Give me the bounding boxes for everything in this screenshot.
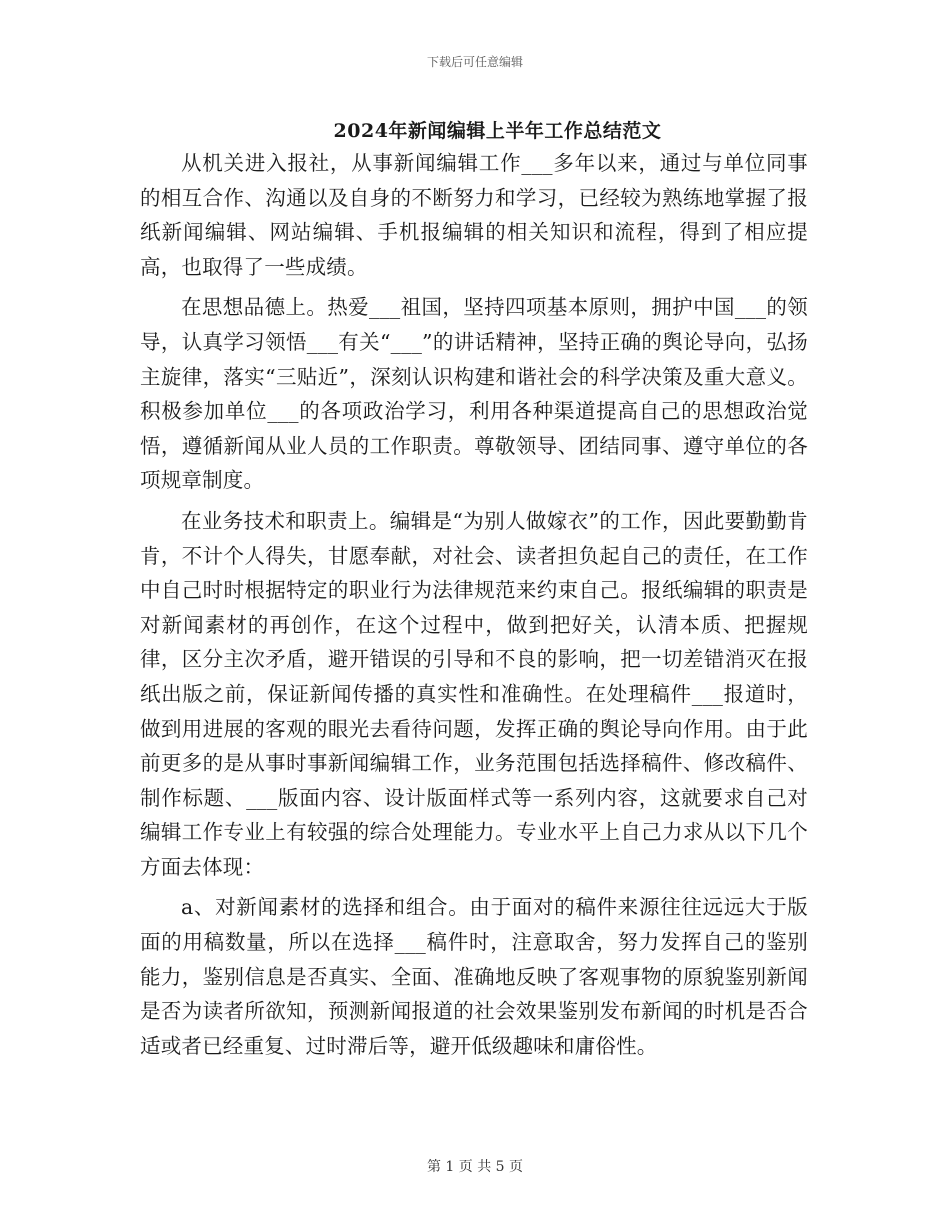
document-body: [140, 146, 808, 1069]
paragraph-news-selection: a、对新闻素材的选择和组合。由于面对的稿件来源往往远远大于版面的用稿数量，所以在选择___稿件时，注意取舍，努力发挥自己的鉴别能力，鉴别信息是否真实、全面、准确地反映了客观事物的原貌鉴别新闻是否为读者所欲知，预测新闻报道的社会效果鉴别发布新闻的时机是否合适或者已经重复、过时滞后等，避开低级趣味和庸俗性。: [140, 895, 808, 1058]
paragraph-ideology: 在思想品德上。热爱___祖国，坚持四项基本原则，拥护中国___的领导，认真学习领悟___有关“___”的讲话精神，坚持正确的舆论导向，弘扬主旋律，落实“三贴近”，深刻认识构建和谐社会的科学决策及重大意义。积极参加单位___的各项政治学习，利用各种渠道提高自己的思想政治觉悟，遵循新闻从业人员的工作职责。尊敬领导、团结同事、遵守单位的各项规章制度。: [140, 295, 808, 493]
header-note: 下载后可任意编辑: [426, 55, 523, 69]
paragraph-professional-duties: 在业务技术和职责上。编辑是“为别人做嫁衣”的工作，因此要勤勤肯肯，不计个人得失，甘愿奉献，对社会、读者担负起自己的责任，在工作中自己时时根据特定的职业行为法律规范来约束自己。报纸编辑的职责是对新闻素材的再创作，在这个过程中，做到把好关，认清本质、把握规律，区分主次矛盾，避开错误的引导和不良的影响，把一切差错消灭在报纸出版之前，保证新闻传播的真实性和准确性。在处理稿件___报道时，做到用进展的客观的眼光去看待问题，发挥正确的舆论导向作用。由于此前更多的是从事时事新闻编辑工作，业务范围包括选择稿件、修改稿件、制作标题、___版面内容、设计版面样式等一系列内容，这就要求自己对编辑工作专业上有较强的综合处理能力。专业水平上自己力求从以下几个方面去体现：: [140, 508, 808, 879]
paragraph-intro: 从机关进入报社，从事新闻编辑工作___多年以来，通过与单位同事的相互合作、沟通以及自身的不断努力和学习，已经较为熟练地掌握了报纸新闻编辑、网站编辑、手机报编辑的相关知识和流程，得到了相应提高，也取得了一些成绩。: [140, 151, 808, 279]
page-number: 第 1 页 共 5 页: [426, 1159, 524, 1175]
document-title: 2024年新闻编辑上半年工作总结范文: [333, 120, 662, 142]
